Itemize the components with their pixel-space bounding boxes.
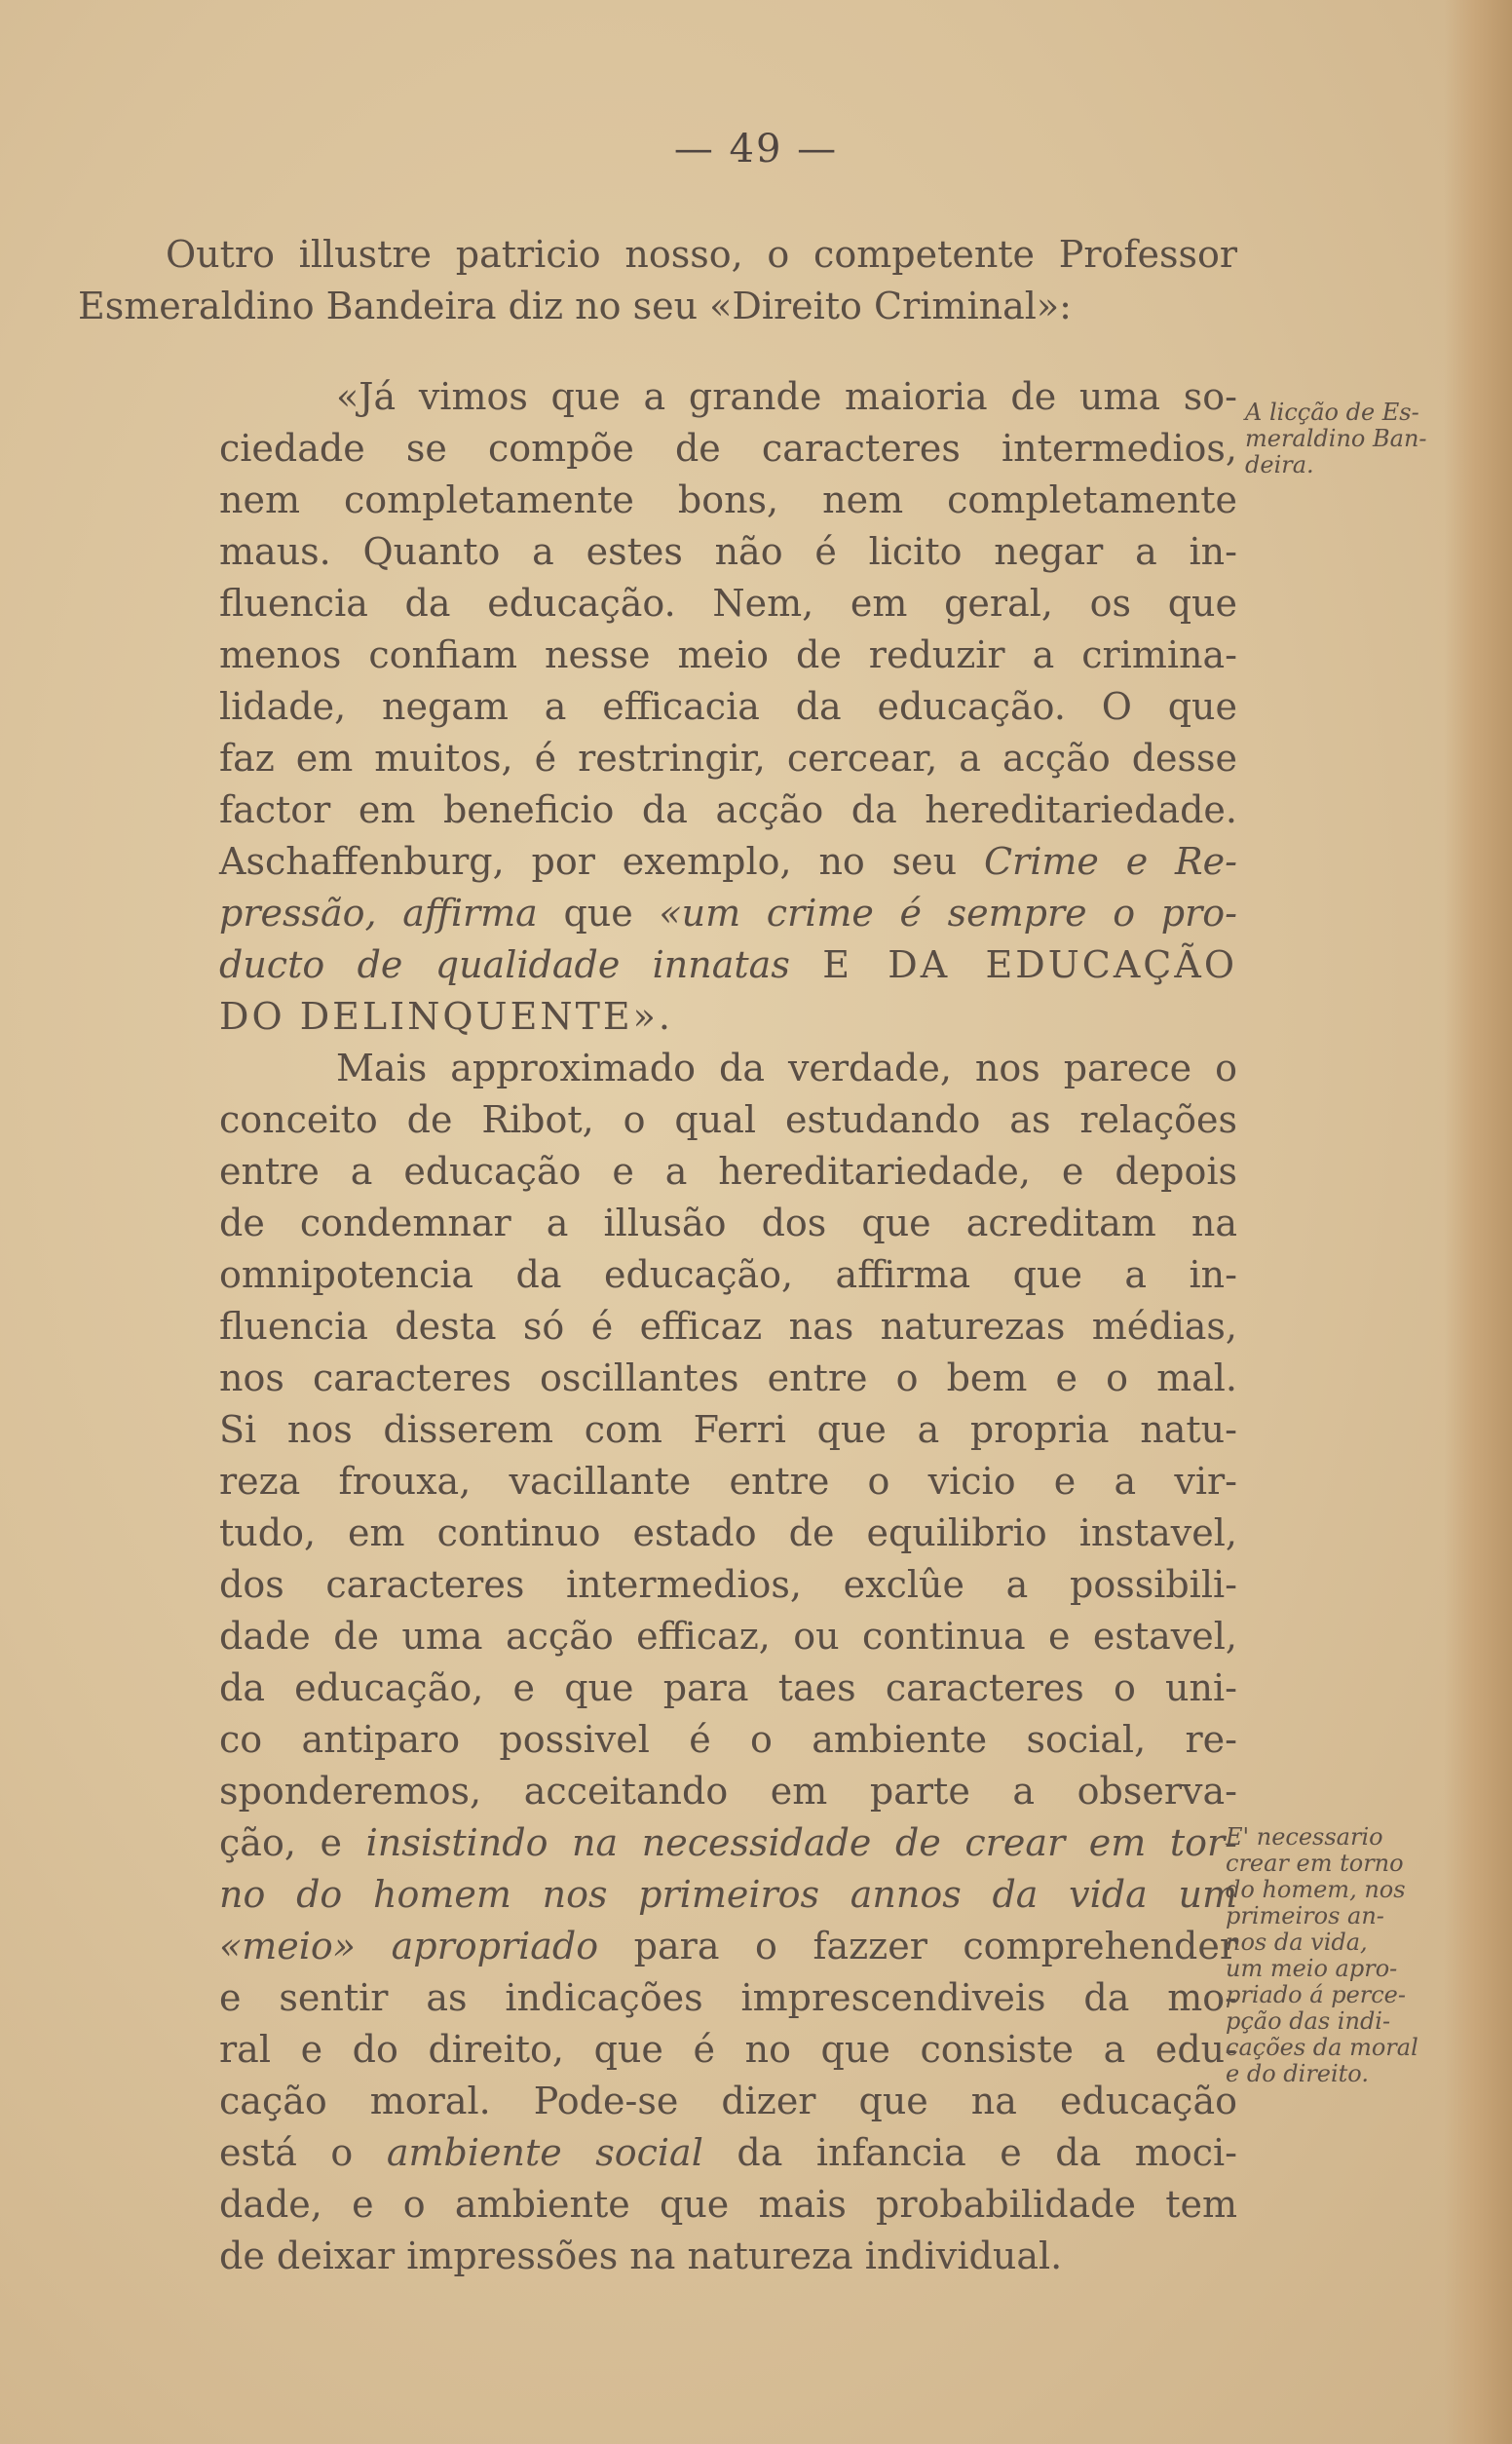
margin-note-line: um meio apro- bbox=[1226, 1955, 1398, 1982]
text-line: conceito de Ribot, o qual estudando as relações bbox=[219, 1098, 1237, 1141]
text-line: dade, e o ambiente que mais probabilidade tem bbox=[219, 2183, 1237, 2226]
body-text bbox=[78, 229, 1237, 2282]
text-line: ciedade se compõe de caracteres intermedios, bbox=[219, 427, 1237, 470]
text-line: dade de uma acção efficaz, ou continua e estavel, bbox=[219, 1615, 1237, 1658]
margin-note-line: primeiros an- bbox=[1226, 1902, 1384, 1929]
text-line: reza frouxa, vacillante entre o vicio e a vir- bbox=[219, 1460, 1237, 1503]
margin-note-necessario bbox=[1226, 1824, 1442, 2087]
text-line: omnipotencia da educação, affirma que a in- bbox=[219, 1253, 1237, 1296]
text-line: co antiparo possivel é o ambiente social, re- bbox=[219, 1718, 1237, 1761]
text-line: nem completamente bons, nem completamente bbox=[219, 478, 1237, 521]
text-line: lidade, negam a efficacia da educação. O que bbox=[219, 685, 1237, 728]
margin-note-line: e do direito. bbox=[1226, 2060, 1369, 2087]
text-line: ção, e insistindo na necessidade de crear em tor- bbox=[219, 1821, 1237, 1864]
margin-note-line: nos da vida, bbox=[1226, 1928, 1368, 1956]
text-line: fluencia desta só é efficaz nas naturezas médias, bbox=[219, 1305, 1237, 1348]
text-line: maus. Quanto a estes não é licito negar a in- bbox=[219, 530, 1237, 573]
text-line: fluencia da educação. Nem, em geral, os que bbox=[219, 582, 1237, 625]
margin-note-line: meraldino Ban- bbox=[1245, 425, 1427, 452]
text-line: entre a educação e a hereditariedade, e depois bbox=[219, 1150, 1237, 1193]
text-line: e sentir as indicações imprescendiveis da mo- bbox=[219, 1976, 1237, 2019]
text-line: Esmeraldino Bandeira diz no seu «Direito Criminal»: bbox=[78, 285, 1072, 327]
text-line: da educação, e que para taes caracteres o uni- bbox=[219, 1666, 1237, 1709]
text-line: de condemnar a illusão dos que acreditam na bbox=[219, 1202, 1237, 1244]
text-line: faz em muitos, é restringir, cercear, a acção desse bbox=[219, 737, 1237, 780]
page-number: — 49 — bbox=[673, 127, 839, 172]
text-line: «meio» apropriado para o fazzer comprehender bbox=[219, 1925, 1237, 1967]
text-line: Aschaffenburg, por exemplo, no seu Crime e Re- bbox=[219, 840, 1237, 883]
margin-note-line: crear em torno bbox=[1226, 1850, 1404, 1877]
text-line: ral e do direito, que é no que consiste a edu- bbox=[219, 2028, 1237, 2071]
margin-note-line: deira. bbox=[1245, 451, 1314, 478]
text-line: Si nos disserem com Ferri que a propria natu- bbox=[219, 1408, 1237, 1451]
text-line: «Já vimos que a grande maioria de uma so- bbox=[336, 375, 1237, 418]
text-line: nos caracteres oscillantes entre o bem e o mal. bbox=[219, 1356, 1237, 1399]
text-line: factor em beneficio da acção da hereditariedade. bbox=[219, 788, 1237, 831]
margin-note-line: cações da moral bbox=[1226, 2034, 1418, 2061]
text-line: Outro illustre patricio nosso, o competente Professor bbox=[166, 233, 1237, 276]
page-edge bbox=[1444, 0, 1512, 2444]
text-line: Mais approximado da verdade, nos parece o bbox=[336, 1047, 1237, 1089]
margin-note-licao bbox=[1245, 400, 1469, 478]
text-line: tudo, em continuo estado de equilibrio instavel, bbox=[219, 1511, 1237, 1554]
text-line: DO DELINQUENTE». bbox=[219, 995, 673, 1038]
text-line: dos caracteres intermedios, exclûe a possibili- bbox=[219, 1563, 1237, 1606]
margin-note-line: E' necessario bbox=[1226, 1823, 1383, 1851]
text-line: ducto de qualidade innatas E DA EDUCAÇÃO bbox=[219, 943, 1237, 986]
text-line: está o ambiente social da infancia e da moci- bbox=[219, 2131, 1237, 2174]
text-line: de deixar impressões na natureza individual. bbox=[219, 2234, 1063, 2277]
text-line: cação moral. Pode-se dizer que na educação bbox=[219, 2080, 1237, 2122]
text-line: no do homem nos primeiros annos da vida um bbox=[219, 1873, 1237, 1916]
text-line: menos confiam nesse meio de reduzir a crimina- bbox=[219, 633, 1237, 676]
margin-note-line: do homem, nos bbox=[1226, 1876, 1406, 1903]
text-line: sponderemos, acceitando em parte a observa- bbox=[219, 1770, 1237, 1813]
text-line: pressão, affirma que «um crime é sempre o pro- bbox=[219, 892, 1237, 935]
margin-note-line: priado á perce- bbox=[1226, 1981, 1406, 2008]
margin-note-line: A licção de Es- bbox=[1245, 399, 1419, 426]
margin-note-line: pção das indi- bbox=[1226, 2007, 1391, 2035]
